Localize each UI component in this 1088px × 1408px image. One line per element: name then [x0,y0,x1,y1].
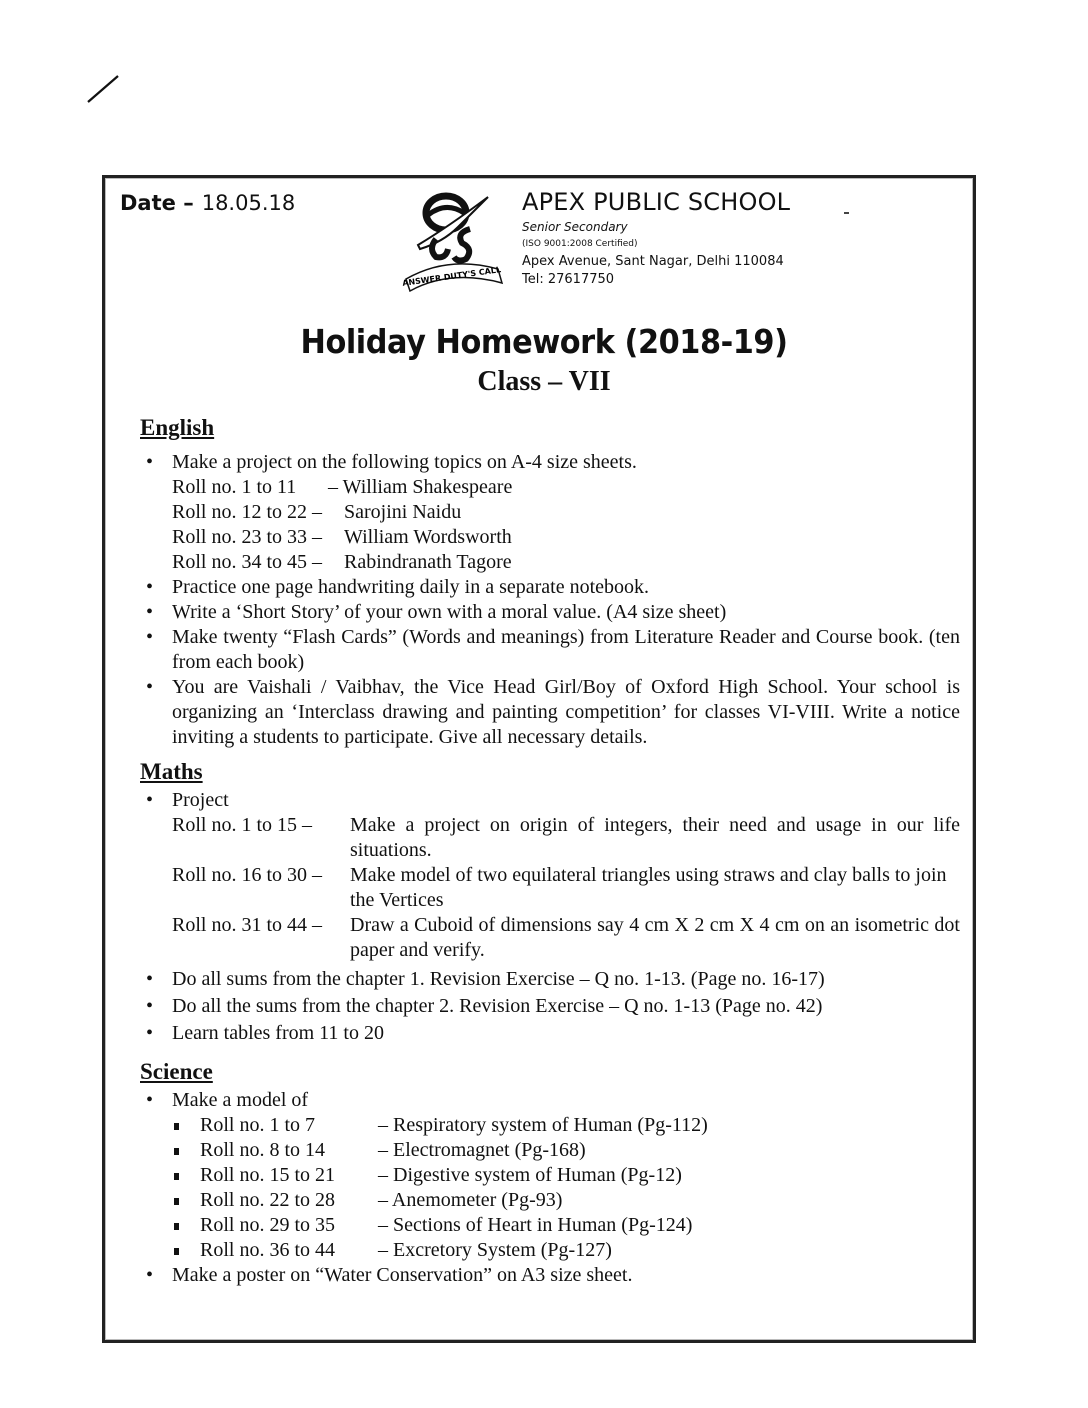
bullet-icon: • [146,1089,154,1111]
school-telephone: Tel: 27617750 [522,272,615,287]
square-bullet-icon [174,1123,179,1130]
class-line: Class – VII [477,366,611,397]
science-model-row: Roll no. 8 to 14 – Electromagnet (Pg-168) [140,1138,970,1163]
document-title: Holiday Homework (2018-19) [300,322,788,361]
bullet-icon: • [146,1264,154,1286]
science-model-row: Roll no. 1 to 7 – Respiratory system of Human (Pg-112) [140,1113,970,1138]
maths-project-row: Roll no. 1 to 15 – Make a project on origin of integers, their need and usage in our life situations. [172,814,960,861]
school-logo-icon [398,187,508,292]
english-item: • You are Vaishali / Vaibhav, the Vice Head Girl/Boy of Oxford High School. Your school is organizing an ‘Interclass drawing and painting competition’ for classes VI-VIII. Write a notice inviting a students to participate. Give all necessary details. [146,676,960,748]
bullet-icon: • [146,676,154,698]
square-bullet-icon [174,1248,179,1255]
english-project-row: Roll no. 1 to 11 – William Shakespeare [172,476,513,498]
school-type: Senior Secondary [522,220,628,234]
english-project-row: Roll no. 12 to 22 – Sarojini Naidu [172,501,462,523]
square-bullet-icon [174,1198,179,1205]
science-poster-item: • Make a poster on “Water Conservation” on A3 size sheet. [146,1264,633,1286]
section-heading-maths: Maths [140,759,203,784]
school-certification: (ISO 9001:2008 Certified) [522,239,638,249]
english-project-row: Roll no. 23 to 33 – William Wordsworth [172,526,512,548]
square-bullet-icon [174,1148,179,1155]
maths-project-row: Roll no. 31 to 44 – Draw a Cuboid of dimensions say 4 cm X 2 cm X 4 cm on an isometric dot paper and verify. [172,914,960,961]
english-item: • Make twenty “Flash Cards” (Words and meanings) from Literature Reader and Course book. (ten from each book) [146,626,960,673]
english-item: • Write a ‘Short Story’ of your own with a moral value. (A4 size sheet) [146,601,727,623]
school-header [522,186,790,289]
maths-project-row: Roll no. 16 to 30 – Make model of two equilateral triangles using straws and clay balls to join the Vertices [172,864,947,911]
bullet-icon: • [146,576,154,598]
bullet-icon: • [146,601,154,623]
scan-speck [844,212,849,214]
english-project-row: Roll no. 34 to 45 – Rabindranath Tagore [172,551,512,573]
bullet-icon: • [146,451,154,473]
maths-item: • Learn tables from 11 to 20 [146,1022,384,1044]
english-item: • Practice one page handwriting daily in a separate notebook. [146,576,650,598]
section-heading-science: Science [140,1059,213,1084]
bullet-icon: • [146,789,154,811]
school-name: APEX PUBLIC SCHOOL [522,188,791,216]
bullet-icon: • [146,995,154,1017]
science-model-row: Roll no. 15 to 21 – Digestive system of Human (Pg-12) [140,1163,970,1188]
bullet-icon: • [146,1022,154,1044]
maths-project-label: Project [172,789,229,811]
maths-item: • Do all the sums from the chapter 2. Revision Exercise – Q no. 1-13 (Page no. 42) [146,995,823,1017]
bullet-icon: • [146,968,154,990]
section-heading-english: English [140,415,215,440]
homework-content [140,410,970,1288]
school-address: Apex Avenue, Sant Nagar, Delhi 110084 [522,254,784,269]
science-model-item: • Make a model of [146,1089,309,1111]
square-bullet-icon [174,1223,179,1230]
date-value: 18.05.18 [201,191,296,215]
science-model-row: Roll no. 22 to 28 – Anemometer (Pg-93) [140,1188,970,1213]
maths-item: • Do all sums from the chapter 1. Revision Exercise – Q no. 1-13. (Page no. 16-17) [146,968,825,990]
maths-project-item [140,788,970,963]
square-bullet-icon [174,1173,179,1180]
english-project-intro: Make a project on the following topics on A-4 size sheets. [172,451,637,473]
science-model-row: Roll no. 29 to 35 – Sections of Heart in Human (Pg-124) [140,1213,970,1238]
date-label: Date – [120,191,194,215]
english-project-item [140,450,970,575]
science-model-row: Roll no. 36 to 44 – Excretory System (Pg-127) [140,1238,970,1263]
pen-slash-mark [86,74,120,104]
bullet-icon: • [146,626,154,648]
date-line [120,191,295,215]
logo-motto: ANSWER DUTY'S CALL [401,265,502,288]
